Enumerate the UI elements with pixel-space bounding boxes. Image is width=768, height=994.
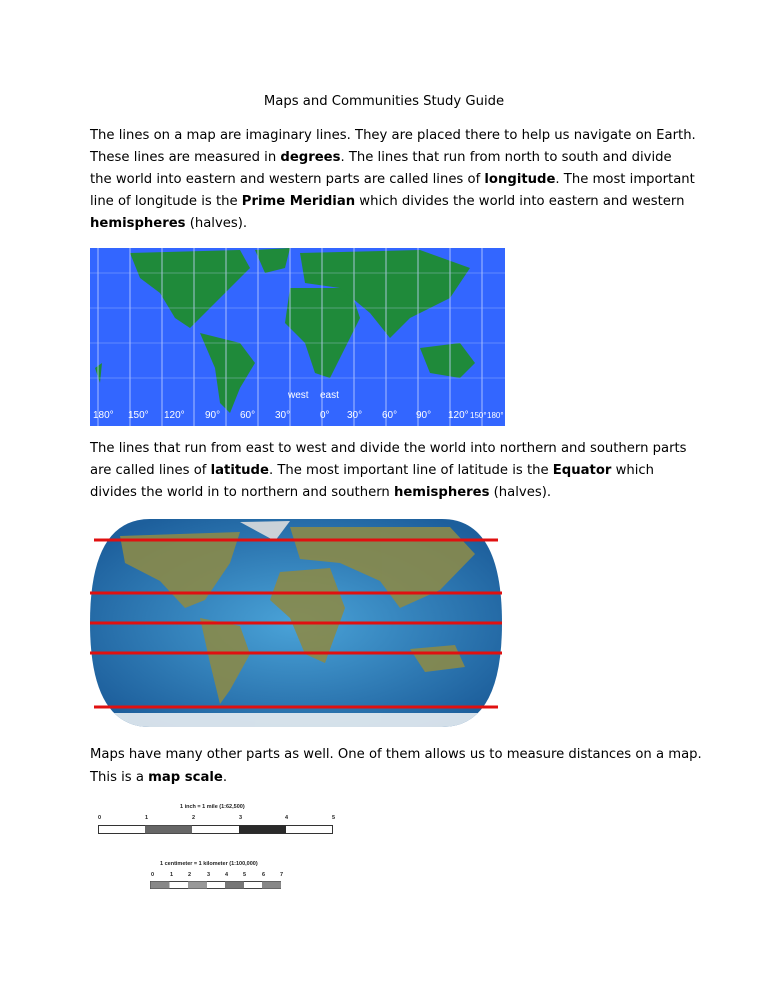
degree-label: 30° (347, 410, 363, 421)
scale-tick: 5 (332, 815, 336, 821)
scale-tick: 4 (285, 815, 289, 821)
scale-tick: 5 (243, 872, 247, 878)
scale-bar (98, 825, 334, 835)
paragraph-line: are called lines of latitude. The most important line of latitude is the Equator which (90, 463, 655, 478)
degree-label: 150° (470, 411, 487, 420)
degree-label: 120° (164, 410, 185, 421)
west-label: west (288, 390, 309, 401)
scale-title: 1 centimeter = 1 kilometer (1:100,000) (160, 861, 258, 867)
paragraph-line: These lines are measured in degrees. The lines that run from north to south and divide (90, 150, 672, 165)
paragraph-line: line of longitude is the Prime Meridian which divides the world into eastern and western (90, 194, 685, 209)
scale-bar (150, 881, 282, 890)
paragraph-line: The lines on a map are imaginary lines. They are placed there to help us navigate on Earth. (90, 128, 696, 143)
page-title: Maps and Communities Study Guide (263, 94, 505, 109)
scale-tick: 1 (145, 815, 149, 821)
degree-label: 150° (128, 410, 149, 421)
scale-tick: 6 (262, 872, 266, 878)
scale-tick: 2 (188, 872, 192, 878)
degree-label: 60° (382, 410, 398, 421)
degree-label: 180° (93, 410, 114, 421)
paragraph-line: The lines that run from east to west and divide the world into northern and southern parts (90, 441, 687, 456)
paragraph-line: the world into eastern and western parts are called lines of longitude. The most important (90, 172, 695, 187)
paragraph-line: divides the world in to northern and southern hemispheres (halves). (90, 485, 552, 500)
scale-tick: 7 (280, 872, 284, 878)
scale-tick: 3 (239, 815, 243, 821)
paragraph-line: hemispheres (halves). (90, 216, 248, 231)
degree-label: 90° (205, 410, 221, 421)
scale-tick: 1 (170, 872, 174, 878)
degree-label: 120° (448, 410, 469, 421)
degree-label: 60° (240, 410, 256, 421)
paragraph-line: Maps have many other parts as well. One of them allows us to measure distances on a map. (90, 747, 702, 762)
scale-tick: 2 (192, 815, 196, 821)
paragraph-line: This is a map scale. (90, 770, 228, 785)
degree-label: 90° (416, 410, 432, 421)
degree-label: 30° (275, 410, 291, 421)
scale-tick: 4 (225, 872, 229, 878)
latitude-map (90, 518, 502, 728)
degree-label: 180° (487, 411, 504, 420)
longitude-map (90, 248, 505, 426)
scale-tick: 3 (207, 872, 211, 878)
degree-label: 0° (320, 410, 330, 421)
scale-tick: 0 (98, 815, 102, 821)
scale-title: 1 inch = 1 mile (1:62,500) (180, 804, 245, 810)
scale-tick: 0 (151, 872, 155, 878)
east-label: east (320, 390, 339, 401)
